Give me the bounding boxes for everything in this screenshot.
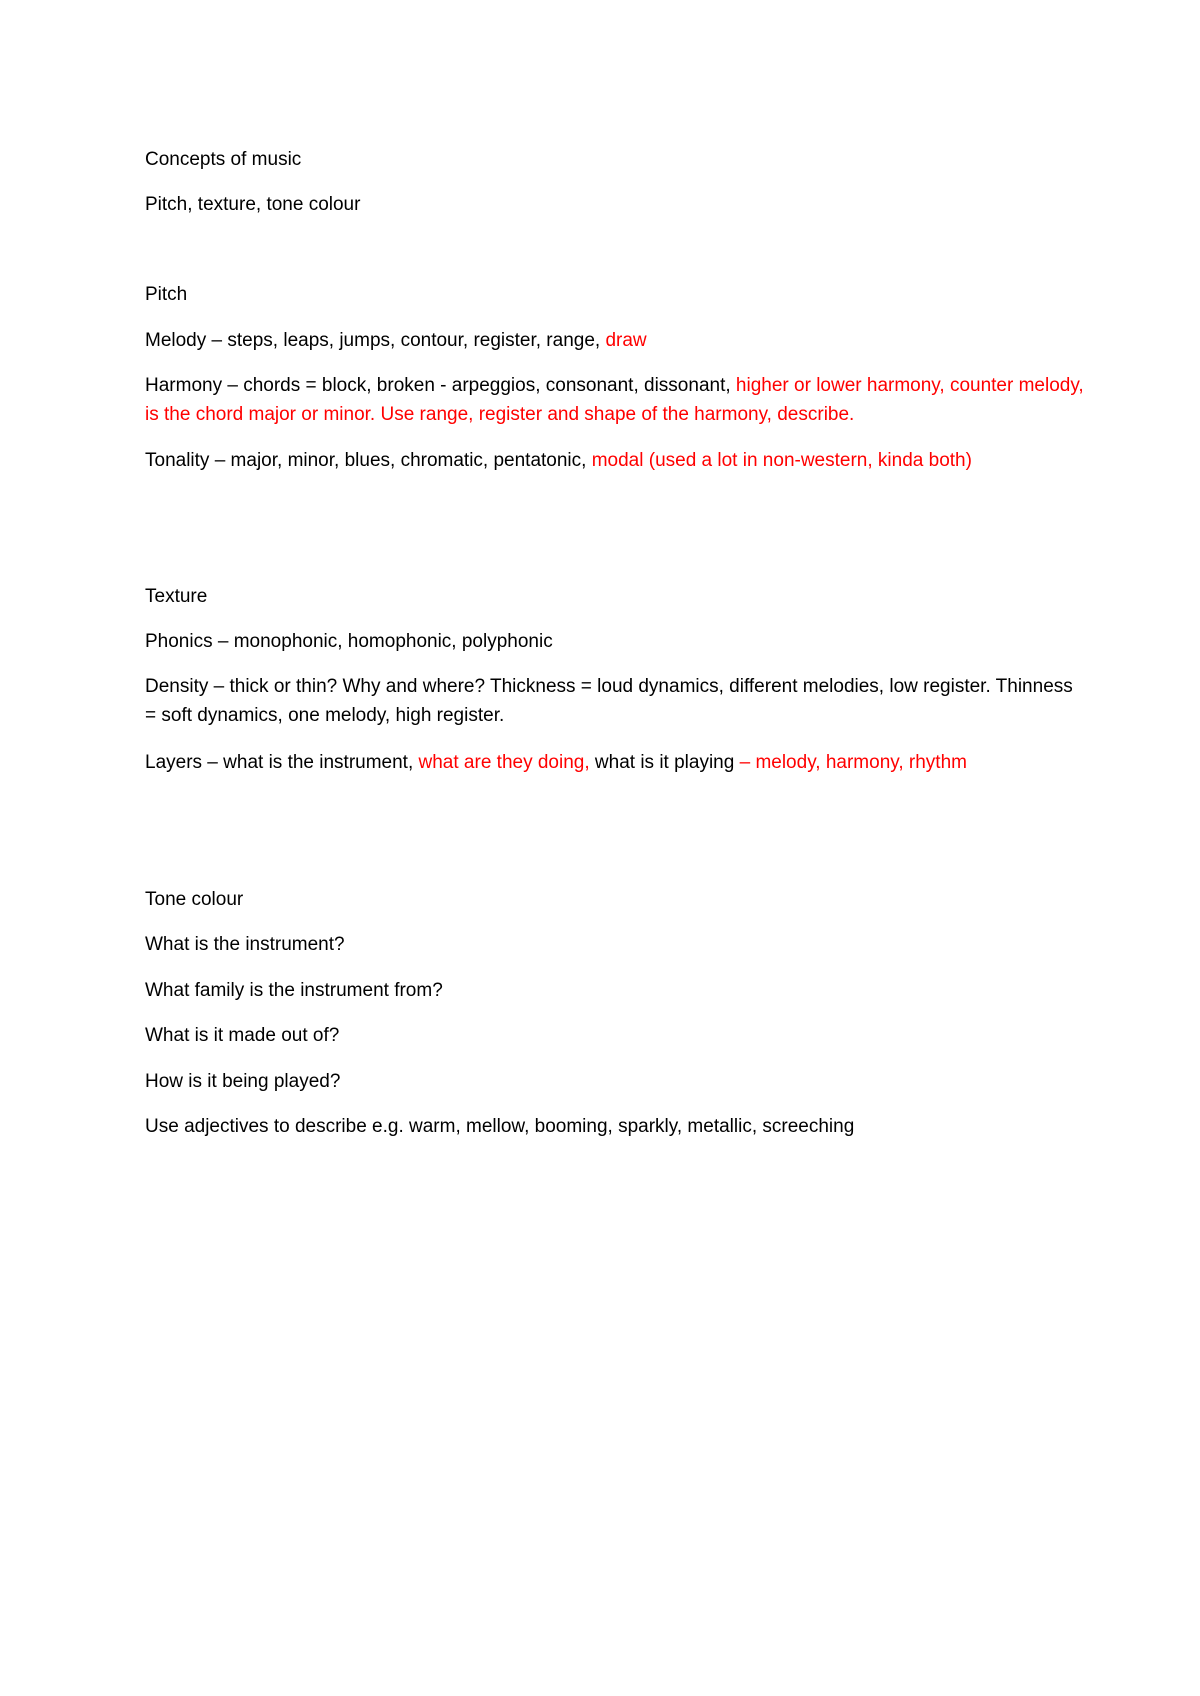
highlighted-text-run: higher or lower harmony, counter melody, is the chord major or minor. Use range, register and shape of the harmony, describe. [145,375,1084,425]
highlighted-text-run: what are they doing, [418,752,595,773]
text-run: Pitch, texture, tone colour [145,194,361,215]
text-run: Tonality – major, minor, blues, chromatic, pentatonic, [145,450,592,471]
highlighted-text-run: – melody, harmony, rhythm [739,752,967,773]
text-run: what is it playing [594,752,740,773]
paragraph-tonality [145,446,1085,475]
text-run: Phonics – monophonic, homophonic, polyphonic [145,631,553,652]
text-run: What is it made out of? [145,1025,340,1046]
text-run: What family is the instrument from? [145,980,443,1001]
text-run: Concepts of music [145,149,302,170]
text-run: What is the instrument? [145,934,345,955]
paragraph-melody [145,326,1085,355]
paragraph-density [145,672,1085,730]
doc-title [145,145,1085,174]
doc-subtitle [145,190,1085,219]
text-run: Use adjectives to describe e.g. warm, mellow, booming, sparkly, metallic, screeching [145,1116,855,1137]
text-run: Layers – what is the instrument, [145,752,419,773]
question-instrument [145,930,1085,959]
highlighted-text-run: draw [605,330,647,351]
paragraph-phonics [145,627,1085,656]
question-playing [145,1067,1085,1096]
section-heading-texture [145,582,1085,611]
question-material [145,1021,1085,1050]
text-run: Melody – steps, leaps, jumps, contour, register, range, [145,330,606,351]
text-run: Pitch [145,284,188,305]
text-run: How is it being played? [145,1071,341,1092]
paragraph-layers [145,748,1085,777]
text-run: Tone colour [145,889,244,910]
text-run: Harmony – chords = block, broken - arpeggios, consonant, dissonant, [145,375,736,396]
highlighted-text-run: modal (used a lot in non-western, kinda both) [591,450,972,471]
section-heading-pitch [145,280,1085,309]
text-run: Texture [145,586,208,607]
paragraph-adjectives [145,1112,1085,1141]
section-heading-tone-colour [145,885,1085,914]
text-run: Density – thick or thin? Why and where? Thickness = loud dynamics, different melodies, low register. Thinness = soft dynamics, one melody, high register. [145,676,1073,726]
paragraph-harmony [145,371,1085,429]
question-family [145,976,1085,1005]
